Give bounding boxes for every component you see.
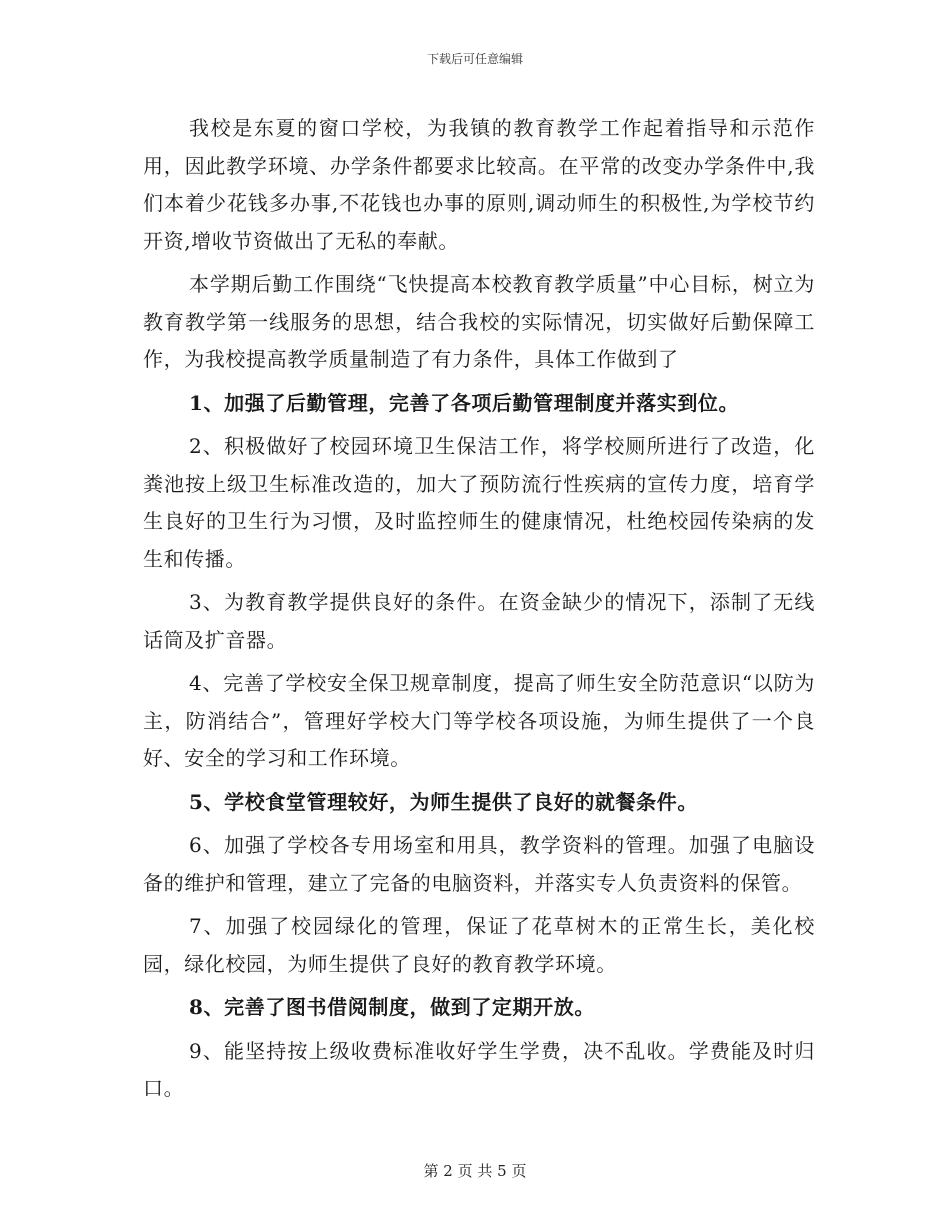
page-footer: 第 2 页 共 5 页: [423, 1162, 527, 1180]
document-body: [143, 110, 815, 1114]
paragraph-intro: 我校是东夏的窗口学校，为我镇的教育教学工作起着指导和示范作用，因此教学环境、办学条件都要求比较高。在平常的改变办学条件中,我们本着少花钱多办事,不花钱也办事的原则,调动师生的积极性,为学校节约开资,增收节资做出了无私的奉献。: [143, 116, 815, 253]
list-item-9: 9、能坚持按上级收费标准收好学生学费，决不乱收。学费能及时归口。: [143, 1038, 815, 1100]
list-item-6: 6、加强了学校各专用场室和用具，教学资料的管理。加强了电脑设备的维护和管理，建立了完备的电脑资料，并落实专人负责资料的保管。: [143, 833, 815, 895]
list-item-7: 7、加强了校园绿化的管理，保证了花草树木的正常生长，美化校园，绿化校园，为师生提供了良好的教育教学环境。: [143, 914, 815, 976]
list-item-1: 1、加强了后勤管理，完善了各项后勤管理制度并落实到位。: [189, 390, 740, 415]
list-item-5: 5、学校食堂管理较好，为师生提供了良好的就餐条件。: [189, 789, 698, 814]
list-item-8: 8、完善了图书借阅制度，做到了定期开放。: [189, 995, 595, 1019]
page-header: 下载后可任意编辑: [426, 52, 523, 66]
list-item-3: 3、为教育教学提供良好的条件。在资金缺少的情况下，添制了无线话筒及扩音器。: [143, 590, 815, 652]
paragraph-goal: 本学期后勤工作围绕“飞快提高本校教育教学质量”中心目标，树立为教育教学第一线服务的思想，结合我校的实际情况，切实做好后勤保障工作，为我校提高教学质量制造了有力条件，具体工作做到了: [143, 272, 815, 371]
list-item-4: 4、完善了学校安全保卫规章制度，提高了师生安全防范意识“以防为主，防消结合”，管理好学校大门等学校各项设施，为师生提供了一个良好、安全的学习和工作环境。: [143, 671, 815, 770]
list-item-2: 2、积极做好了校园环境卫生保洁工作，将学校厕所进行了改造，化粪池按上级卫生标准改造的，加大了预防流行性疾病的宣传力度，培育学生良好的卫生行为习惯，及时监控师生的健康情况，杜绝校园传染病的发生和传播。: [143, 434, 815, 571]
